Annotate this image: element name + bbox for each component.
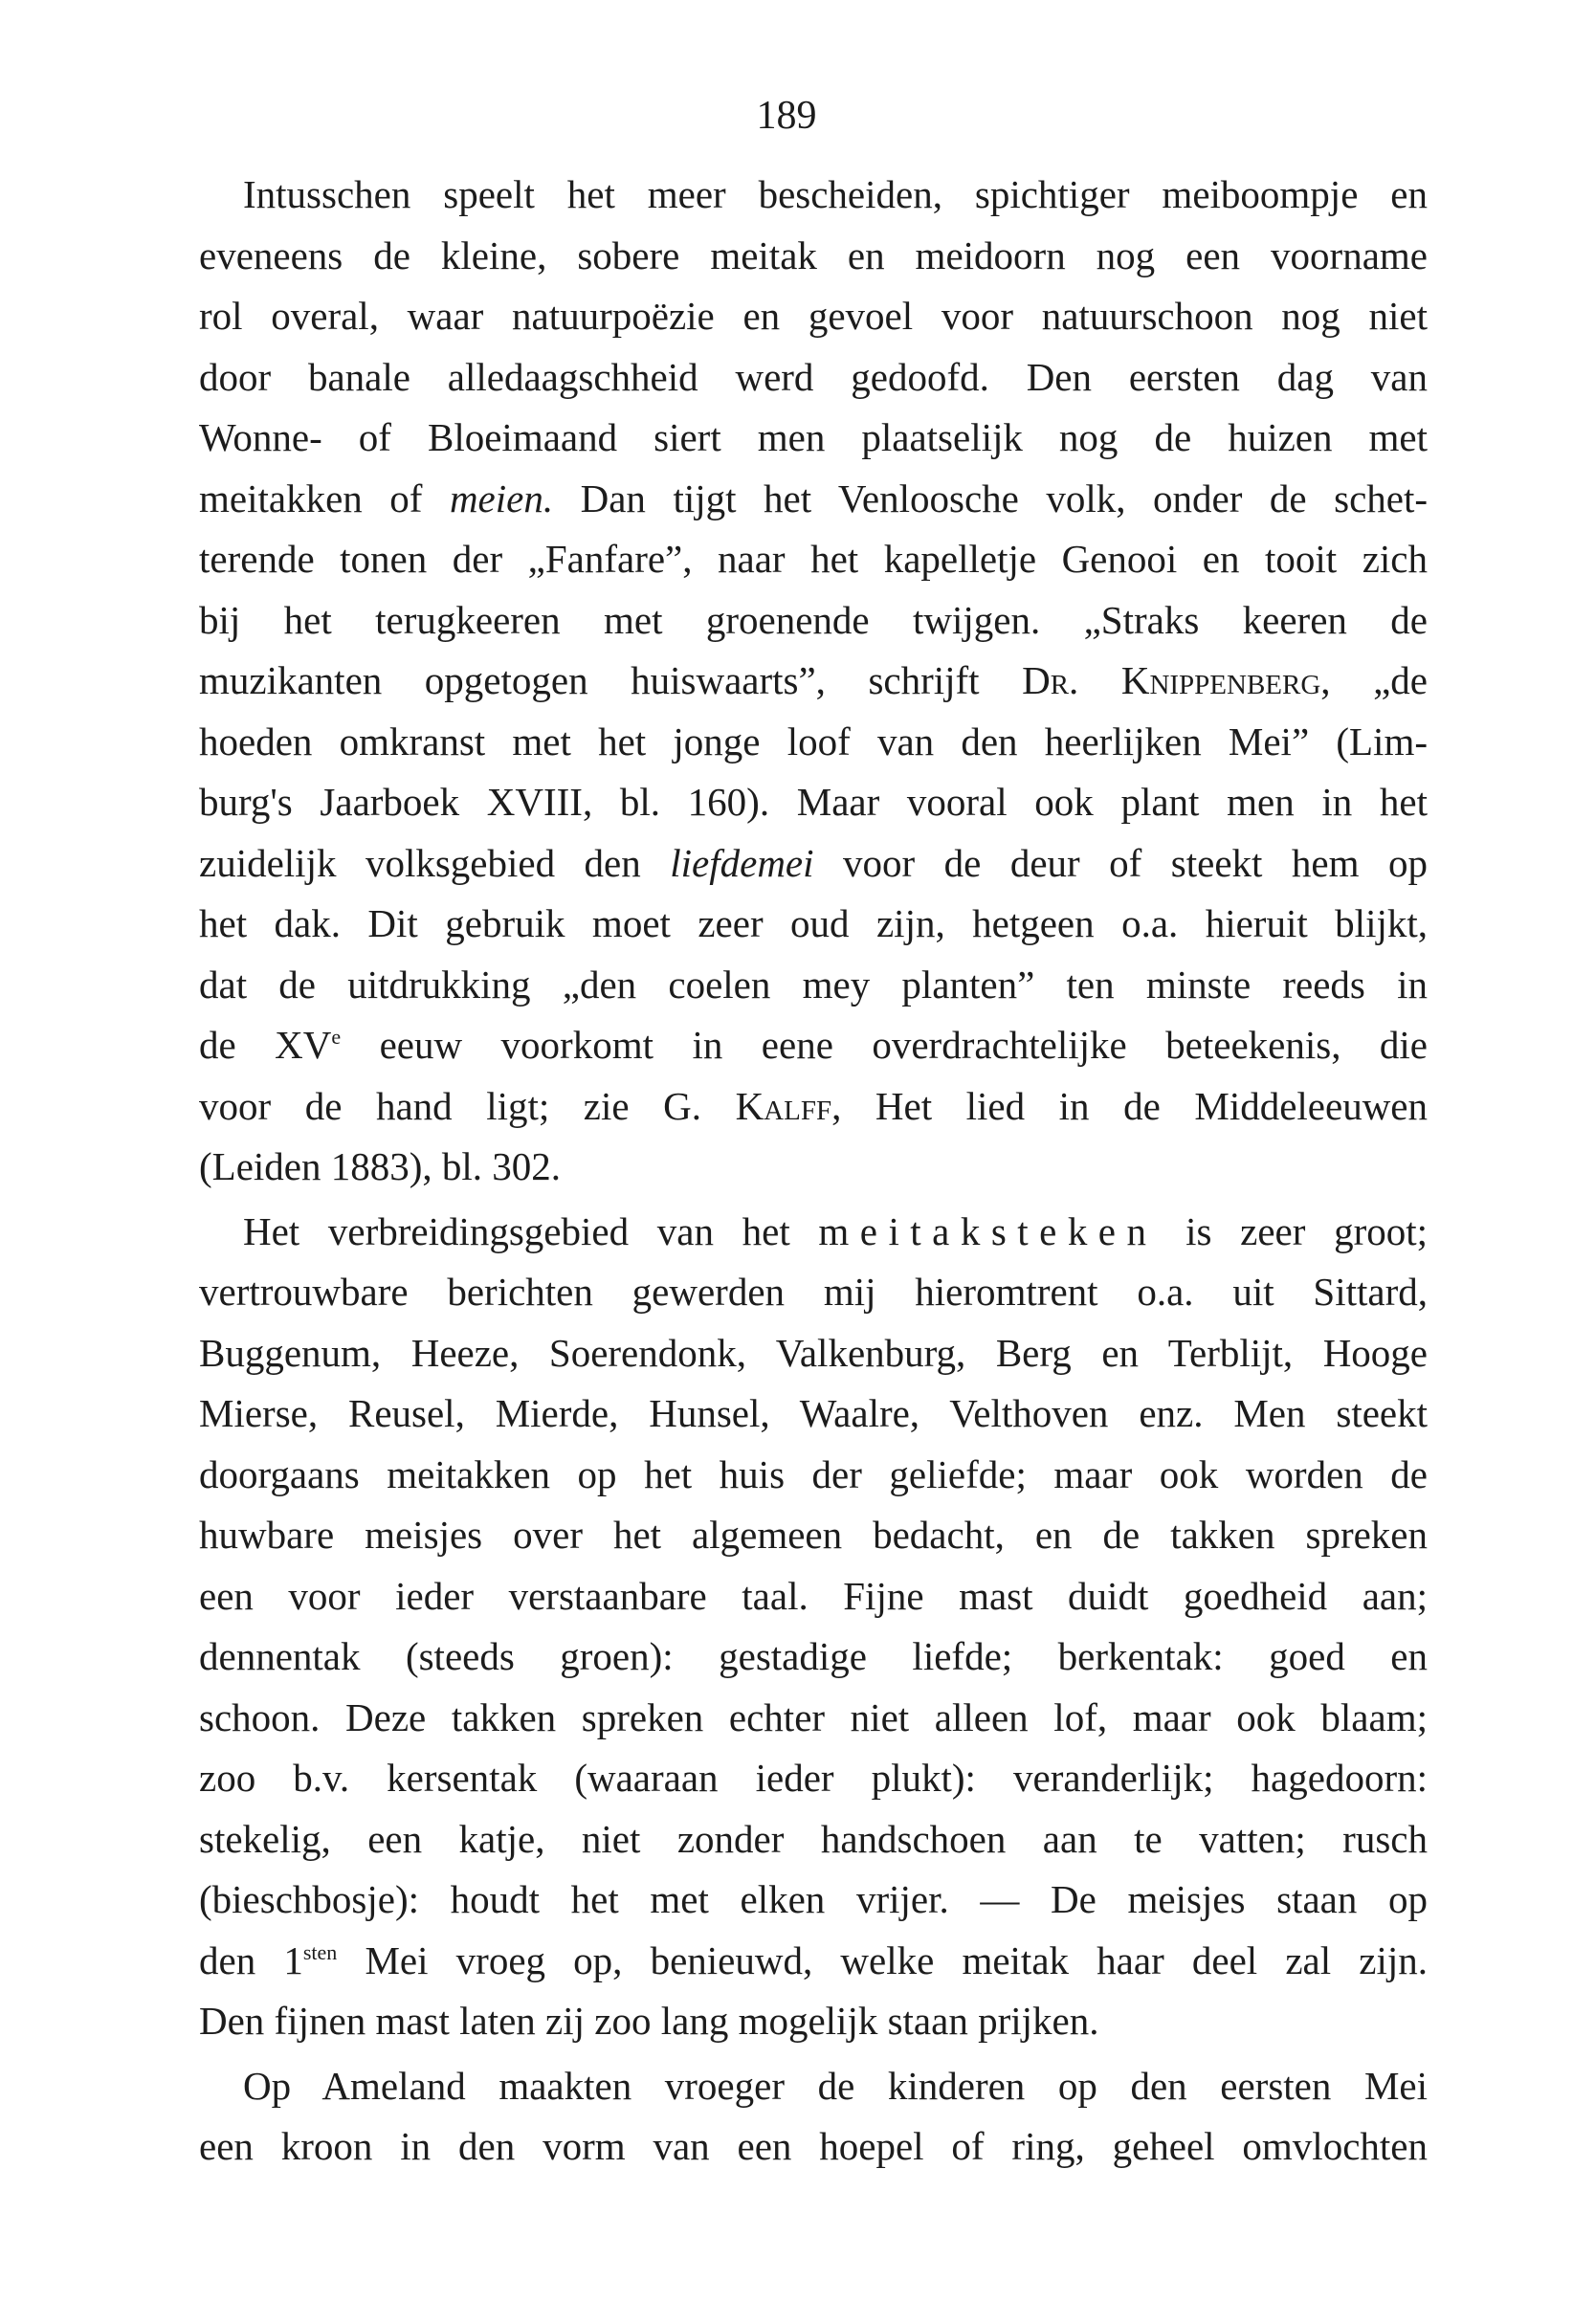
italic-term: liefdemei xyxy=(670,840,814,885)
text-line: dat de uitdrukking „den coelen mey planten” ten minste reeds in xyxy=(199,962,1428,1007)
text-line xyxy=(199,651,1428,712)
text-line: vertrouwbare berichten gewerden mij hieromtrent o.a. uit Sittard, xyxy=(199,1270,1428,1314)
text-line: Op Ameland maakten vroeger de kinderen op den eersten Mei xyxy=(243,2063,1428,2108)
text-line: het dak. Dit gebruik moet zeer oud zijn, hetgeen o.a. hieruit blijkt, xyxy=(199,901,1428,945)
text-run: eeuw voorkomt in eene overdrachtelijke beteekenis, die xyxy=(341,1023,1428,1067)
text-line: Intusschen speelt het meer bescheiden, spichtiger meiboompje en xyxy=(243,172,1428,216)
text-line: hoeden omkranst met het jonge loof van den heerlijken Mei” (Lim- xyxy=(199,719,1428,764)
text-line: zoo b.v. kersentak (waaraan ieder plukt): veranderlijk; hagedoorn: xyxy=(199,1756,1428,1800)
text-line: terende tonen der „Fanfare”, naar het kapelletje Genooi en tooit zich xyxy=(199,537,1428,581)
text-line: huwbare meisjes over het algemeen bedacht, en de takken spreken xyxy=(199,1513,1428,1557)
paragraph xyxy=(199,1202,1428,2052)
text-run: Het verbreidingsgebied van het xyxy=(243,1208,819,1253)
superscript: sten xyxy=(302,1939,338,1964)
text-line xyxy=(199,1931,1428,1992)
text-run: muzikanten opgetogen huiswaarts”, schrijft xyxy=(199,658,1023,702)
text-line: rol overal, waar natuurpoëzie en gevoel voor natuurschoon nog niet xyxy=(199,294,1428,338)
text-line: (Leiden 1883), bl. 302. xyxy=(199,1144,562,1188)
text-line: een voor ieder verstaanbare taal. Fijne mast duidt goedheid aan; xyxy=(199,1573,1428,1618)
text-line: door banale alledaagschheid werd gedoofd. Den eersten dag van xyxy=(199,354,1428,399)
text-line: een kroon in den vorm van een hoepel of ring, geheel omvlochten xyxy=(199,2124,1428,2168)
italic-term: meien. xyxy=(449,476,554,520)
text-run: den 1 xyxy=(199,1937,303,1982)
text-run: is zeer groot; xyxy=(1157,1208,1428,1253)
paragraph xyxy=(199,165,1428,1198)
text-line xyxy=(199,1015,1428,1076)
text-run: zuidelijk volksgebied den xyxy=(199,840,671,885)
text-line: bij het terugkeeren met groenende twijgen. „Straks keeren de xyxy=(199,597,1428,642)
text-line xyxy=(199,833,1428,895)
text-line: schoon. Deze takken spreken echter niet alleen lof, maar ook blaam; xyxy=(199,1694,1428,1739)
body-text xyxy=(199,165,1428,2178)
text-line: Buggenum, Heeze, Soerendonk, Valkenburg, Berg en Terblijt, Hooge xyxy=(199,1330,1428,1375)
text-run: de XV xyxy=(199,1023,332,1067)
text-run: voor de deur of steekt hem op xyxy=(813,840,1428,885)
text-line: burg's Jaarboek XVIII, bl. 160). Maar vooral ook plant men in het xyxy=(199,780,1428,824)
text-run: Dan tijgt het Venloosche volk, onder de schet- xyxy=(553,476,1429,520)
superscript: e xyxy=(331,1025,342,1049)
text-run: Het lied in de Middeleeuwen xyxy=(841,1083,1428,1128)
text-line xyxy=(199,1202,1428,1263)
text-line: dennentak (steeds groen): gestadige liefde; berkentak: goed en xyxy=(199,1634,1428,1678)
paragraph xyxy=(199,2056,1428,2178)
text-line: Den fijnen mast laten zij zoo lang mogelijk staan prijken. xyxy=(199,1999,1099,2043)
text-line xyxy=(199,1076,1428,1138)
text-run: voor de hand ligt; zie G. xyxy=(199,1083,736,1128)
author-name: Kalff, xyxy=(735,1083,842,1128)
text-run: „de xyxy=(1330,658,1428,702)
text-line: (bieschbosje): houdt het met elken vrijer. — De meisjes staan op xyxy=(199,1877,1428,1921)
text-line: Wonne- of Bloeimaand siert men plaatselijk nog de huizen met xyxy=(199,415,1428,459)
text-line xyxy=(199,469,1428,530)
text-run: meitakken of xyxy=(199,476,450,520)
author-name: Dr. Knippenberg, xyxy=(1022,658,1331,702)
page-number: 189 xyxy=(756,94,817,138)
text-line: Mierse, Reusel, Mierde, Hunsel, Waalre, Velthoven enz. Men steekt xyxy=(199,1391,1428,1435)
text-line: eveneens de kleine, sobere meitak en meidoorn nog een voorname xyxy=(199,232,1428,277)
spaced-term: meitaksteken xyxy=(818,1208,1158,1253)
text-line: stekelig, een katje, niet zonder handschoen aan te vatten; rusch xyxy=(199,1816,1428,1861)
text-line: doorgaans meitakken op het huis der geliefde; maar ook worden de xyxy=(199,1451,1428,1496)
text-run: Mei vroeg op, benieuwd, welke meitak haar deel zal zijn. xyxy=(337,1937,1428,1982)
